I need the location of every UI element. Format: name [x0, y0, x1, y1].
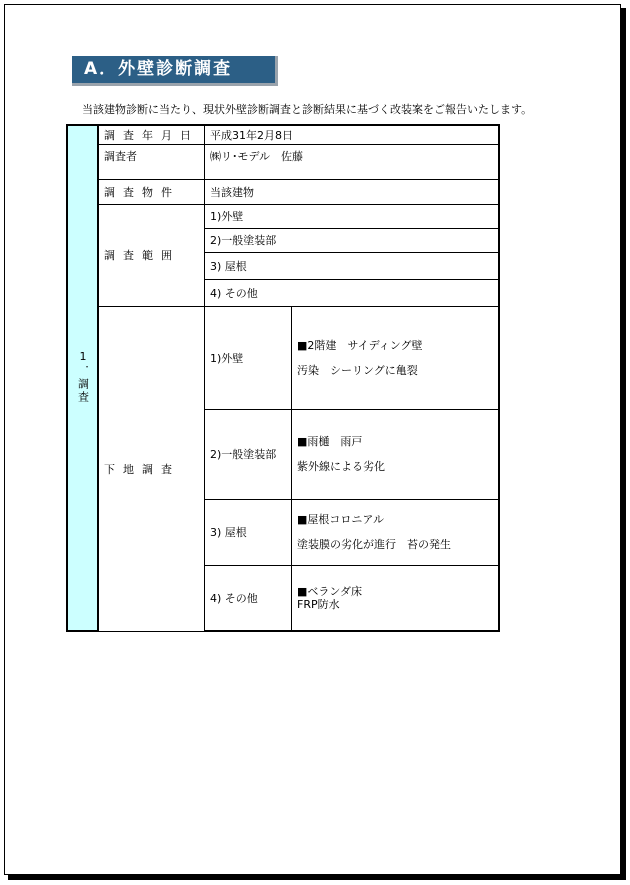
- intro-text: 当該建物診断に当たり、現状外壁診断調査と診断結果に基づく改装案をご報告いたします。: [82, 103, 533, 116]
- ground-survey-label: 下地調査: [98, 306, 205, 631]
- scope-item: 3) 屋根: [205, 252, 499, 279]
- ground-finding: ■ベランダ床: [297, 584, 362, 598]
- property-value: 当該建物: [205, 179, 499, 204]
- surveyor-label: 調査者: [98, 144, 205, 179]
- ground-finding: ■2階建 サイディング壁: [297, 338, 423, 352]
- surveyor-value: ㈱リ･モデル 佐藤: [205, 144, 499, 179]
- survey-table: [66, 124, 500, 632]
- section-heading: A．外壁診断調査: [72, 56, 278, 86]
- scope-item: 4) その他: [205, 279, 499, 306]
- survey-date-value: 平成31年2月8日: [205, 125, 499, 144]
- ground-detail: FRP防水: [297, 597, 340, 611]
- page-shadow-right: [621, 8, 626, 879]
- ground-note: [292, 306, 499, 409]
- side-label-cell: [67, 125, 98, 631]
- ground-area: 4) その他: [205, 565, 292, 631]
- property-label: 調査物件: [98, 179, 205, 204]
- ground-detail: 塗装膜の劣化が進行 苔の発生: [297, 538, 451, 551]
- scope-label: 調査範囲: [98, 204, 205, 306]
- page-shadow-bottom: [8, 875, 626, 880]
- side-label: 1．調査: [76, 349, 90, 404]
- ground-area: 3) 屋根: [205, 499, 292, 565]
- ground-area: 1)外壁: [205, 306, 292, 409]
- survey-date-label: 調査年月日: [98, 125, 205, 144]
- ground-note: [292, 565, 499, 631]
- ground-finding: ■雨樋 雨戸: [297, 435, 363, 448]
- ground-note: [292, 409, 499, 499]
- ground-note: [292, 499, 499, 565]
- scope-item: 2)一般塗装部: [205, 228, 499, 252]
- ground-finding: ■屋根コロニアル: [297, 513, 384, 526]
- ground-detail: 汚染 シーリングに亀裂: [297, 363, 418, 377]
- ground-area: 2)一般塗装部: [205, 409, 292, 499]
- scope-item: 1)外壁: [205, 204, 499, 228]
- ground-detail: 紫外線による劣化: [297, 460, 385, 473]
